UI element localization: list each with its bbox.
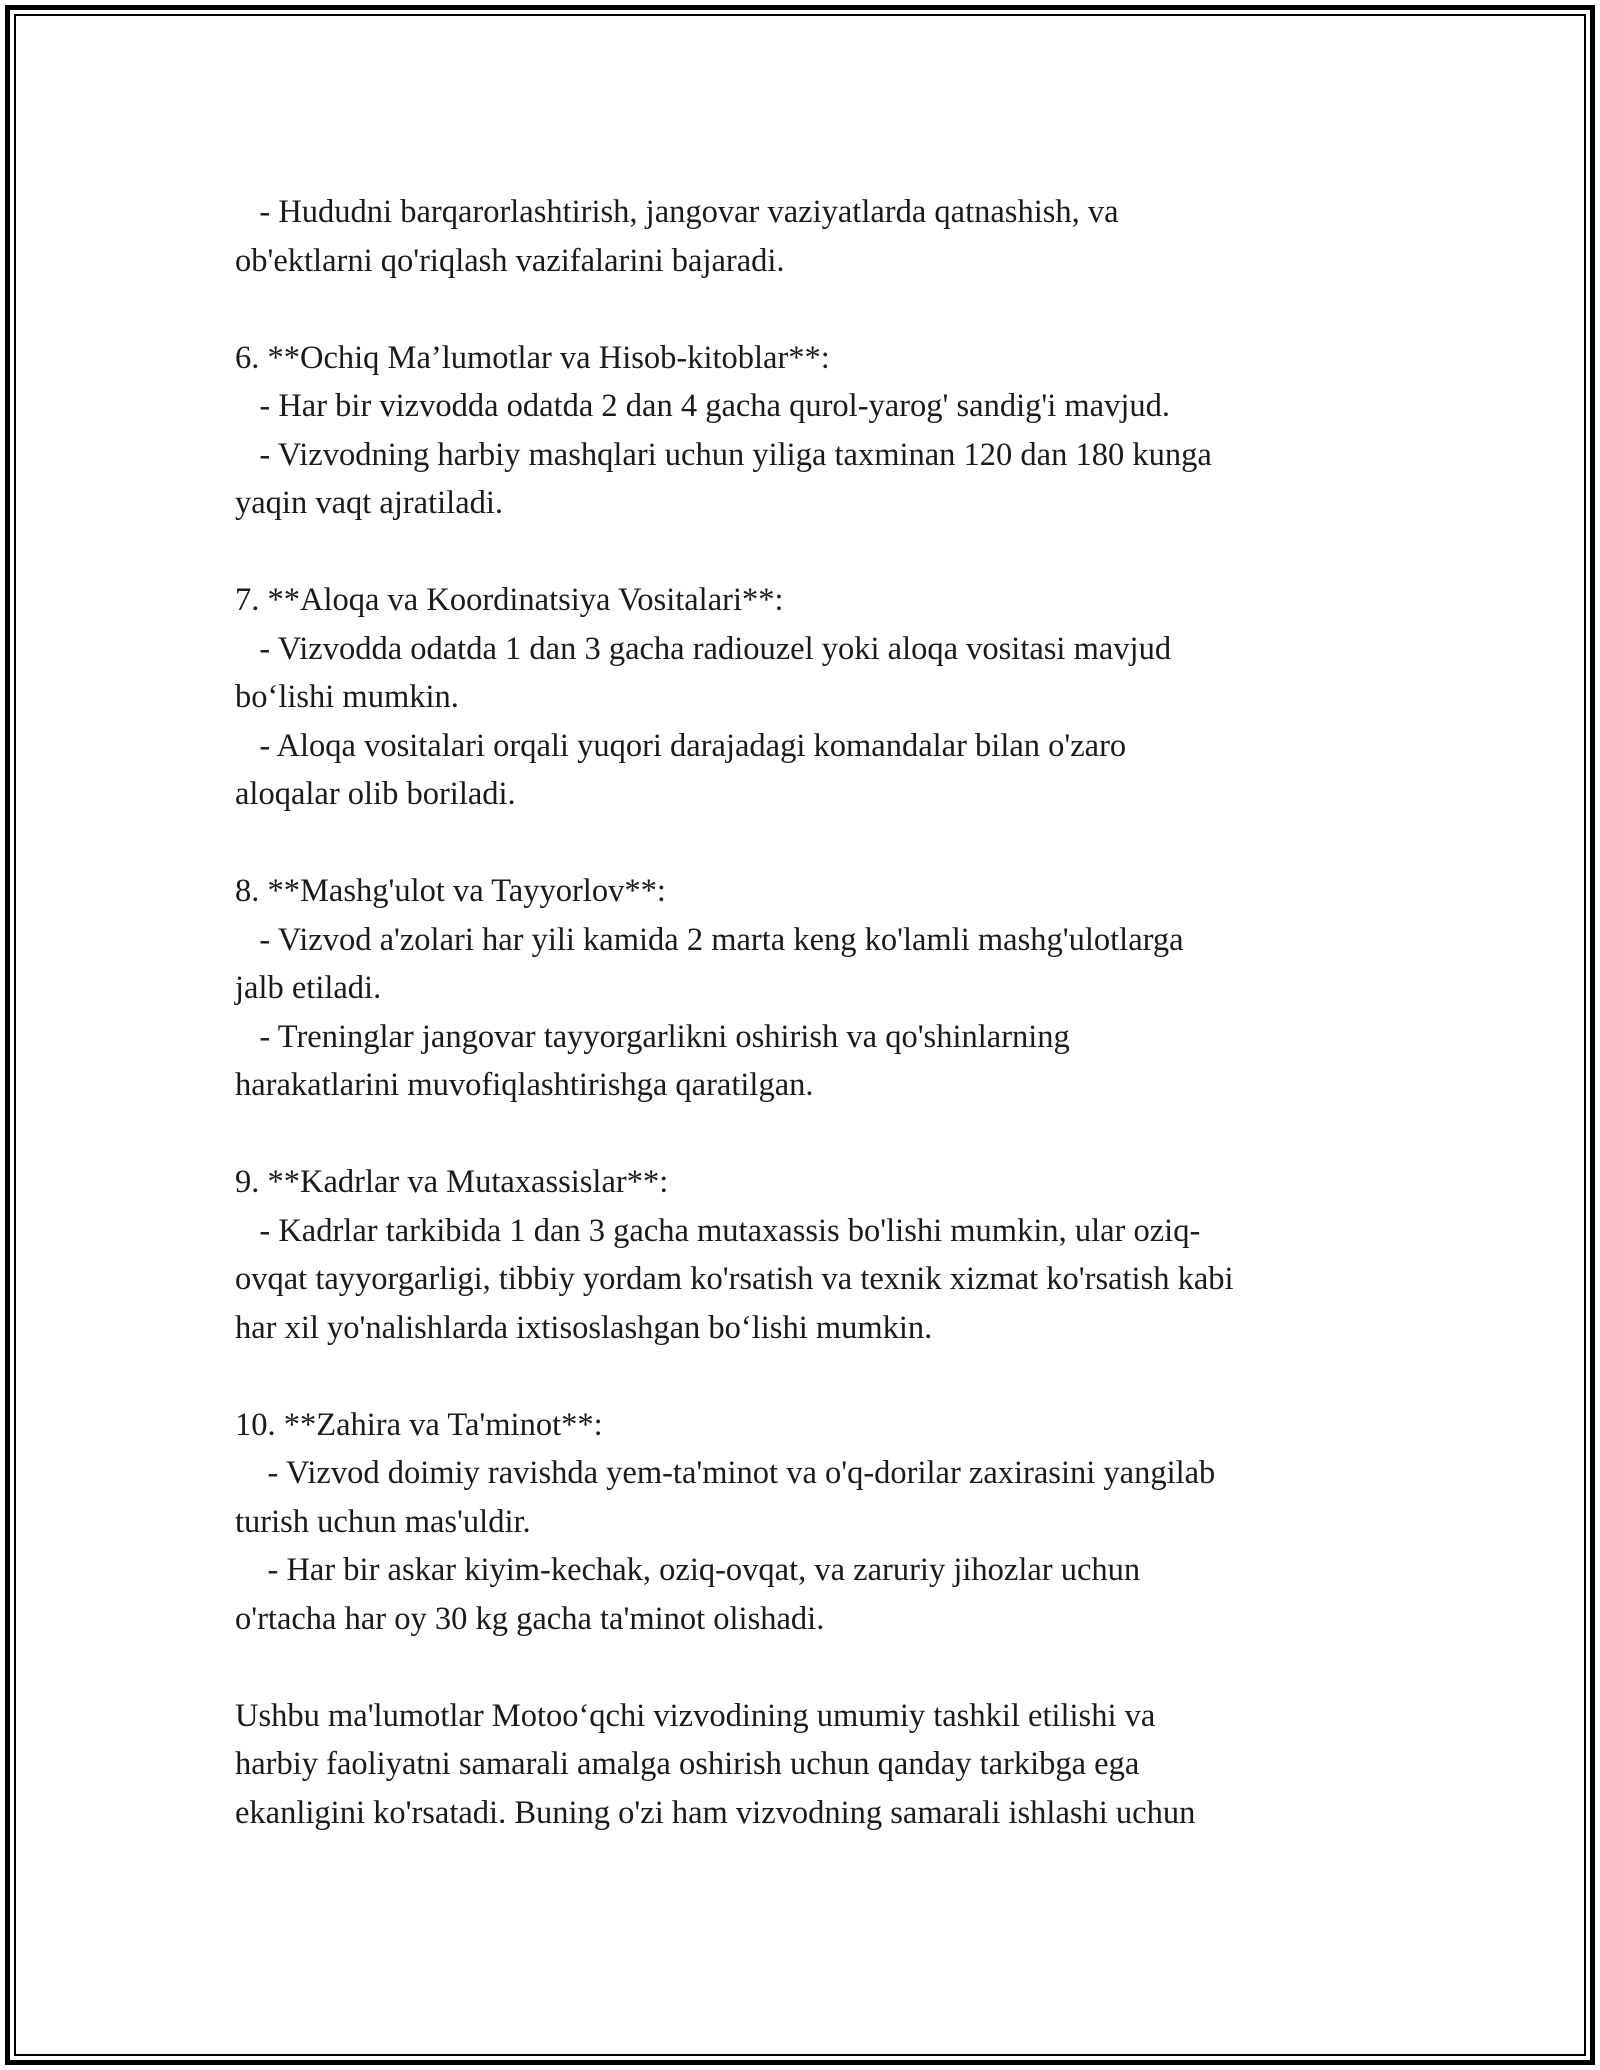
text-line: har xil yo'nalishlarda ixtisoslashgan bo‘lishi mumkin. xyxy=(235,1309,933,1346)
text-line: - Aloqa vositalari orqali yuqori darajadagi komandalar bilan o'zaro xyxy=(235,727,1127,764)
section-heading: 8. **Mashg'ulot va Tayyorlov**: xyxy=(235,873,666,909)
section-8 xyxy=(235,867,1365,1110)
document-body xyxy=(235,188,1365,1837)
section-heading: 7. **Aloqa va Koordinatsiya Vositalari**: xyxy=(235,582,784,618)
section-heading: 9. **Kadrlar va Mutaxassislar**: xyxy=(235,1164,669,1200)
text-line: - Treninglar jangovar tayyorgarlikni oshirish va qo'shinlarning xyxy=(235,1018,1070,1055)
text-line: bo‘lishi mumkin. xyxy=(235,679,459,715)
text-line: - Vizvod a'zolari har yili kamida 2 marta keng ko'lamli mashg'ulotlarga xyxy=(235,921,1184,958)
text-line: - Kadrlar tarkibida 1 dan 3 gacha mutaxassis bo'lishi mumkin, ular oziq- xyxy=(235,1212,1201,1249)
section-heading: 10. **Zahira va Ta'minot**: xyxy=(235,1406,603,1443)
text-line: - Har bir askar kiyim-kechak, oziq-ovqat, va zaruriy jihozlar uchun xyxy=(235,1552,1141,1588)
text-line: harakatlarini muvofiqlashtirishga qaratilgan. xyxy=(235,1067,814,1103)
paragraph-continuation xyxy=(235,188,1365,285)
section-7 xyxy=(235,576,1365,819)
text-line: ovqat tayyorgarligi, tibbiy yordam ko'rsatish va texnik xizmat ko'rsatish kabi xyxy=(235,1261,1234,1297)
paragraph-gap xyxy=(235,285,1365,334)
paragraph-gap xyxy=(235,1352,1365,1401)
paragraph-gap xyxy=(235,1643,1365,1692)
text-line: harbiy faoliyatni samarali amalga oshirish uchun qanday tarkibga ega xyxy=(235,1746,1140,1782)
text-line: aloqalar olib boriladi. xyxy=(235,776,516,812)
paragraph-gap xyxy=(235,819,1365,868)
text-line: - Vizvodning harbiy mashqlari uchun yiliga taxminan 120 dan 180 kunga xyxy=(235,436,1212,473)
text-line: - Vizvod doimiy ravishda yem-ta'minot va o'q-dorilar zaxirasini yangilab xyxy=(235,1455,1216,1491)
section-9 xyxy=(235,1158,1365,1352)
paragraph-gap xyxy=(235,528,1365,577)
text-line: jalb etiladi. xyxy=(235,970,382,1006)
text-line: - Hududni barqarorlashtirish, jangovar vaziyatlarda qatnashish, va xyxy=(235,194,1119,230)
section-heading: 6. **Ochiq Ma’lumotlar va Hisob-kitoblar**: xyxy=(235,339,830,376)
text-line: ekanligini ko'rsatadi. Buning o'zi ham vizvodning samarali ishlashi uchun xyxy=(235,1794,1196,1831)
text-line: ob'ektlarni qo'riqlash vazifalarini bajaradi. xyxy=(235,242,785,279)
text-line: yaqin vaqt ajratiladi. xyxy=(235,485,504,521)
summary-paragraph xyxy=(235,1692,1365,1838)
text-line: turish uchun mas'uldir. xyxy=(235,1503,531,1540)
text-line: - Vizvodda odatda 1 dan 3 gacha radiouzel yoki aloqa vositasi mavjud xyxy=(235,630,1172,667)
section-6 xyxy=(235,334,1365,528)
section-10 xyxy=(235,1401,1365,1644)
text-line: o'rtacha har oy 30 kg gacha ta'minot olishadi. xyxy=(235,1600,825,1637)
paragraph-gap xyxy=(235,1110,1365,1159)
text-line: - Har bir vizvodda odatda 2 dan 4 gacha qurol-yarog' sandig'i mavjud. xyxy=(235,388,1170,424)
text-line: Ushbu ma'lumotlar Motoo‘qchi vizvodining umumiy tashkil etilishi va xyxy=(235,1697,1156,1734)
